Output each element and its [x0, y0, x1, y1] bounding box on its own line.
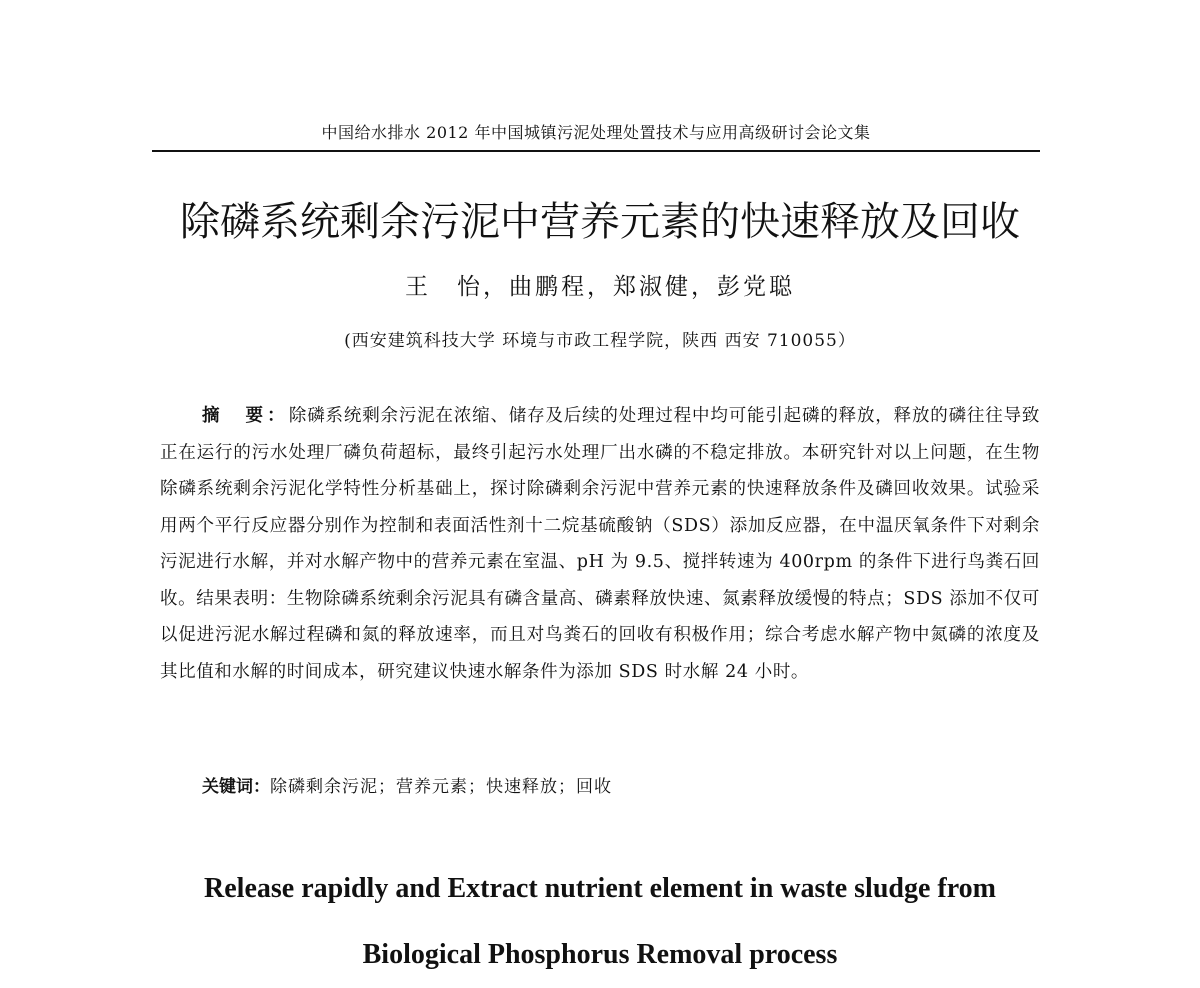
keywords-text: 除磷剩余污泥；营养元素；快速释放；回收: [270, 777, 612, 797]
chinese-title: 除磷系统剩余污泥中营养元素的快速释放及回收: [180, 199, 1020, 245]
english-title: [100, 856, 1100, 988]
author-list: 王 怡，曲鹏程，郑淑健，彭党聪: [405, 274, 795, 300]
english-title-line-1: Release rapidly and Extract nutrient element in waste sludge from: [204, 873, 996, 904]
english-title-line-2: Biological Phosphorus Removal process: [362, 939, 838, 970]
affiliation: (西安建筑科技大学 环境与市政工程学院，陕西 西安 710055）: [344, 331, 856, 351]
abstract-text: 除磷系统剩余污泥在浓缩、储存及后续的处理过程中均可能引起磷的释放，释放的磷往往导致正在运行的污水处理厂磷负荷超标，最终引起污水处理厂出水磷的不稳定排放。本研究针对以上问题，在生物除磷系统剩余污泥化学特性分析基础上，探讨除磷剩余污泥中营养元素的快速释放条件及磷回收效果。试验采用两个平行反应器分别作为控制和表面活性剂十二烷基硫酸钠（SDS）添加反应器，在中温厌氧条件下对剩余污泥进行水解，并对水解产物中的营养元素在室温、pH 为 9.5、搅拌转速为 400rpm 的条件下进行鸟粪石回收。结果表明：生物除磷系统剩余污泥具有磷含量高、磷素释放快速、氮素释放缓慢的特点；SDS 添加不仅可以促进污泥水解过程磷和氮的释放速率，而且对鸟粪石的回收有积极作用；综合考虑水解产物中氮磷的浓度及其比值和水解的时间成本，研究建议快速水解条件为添加 SDS 时水解 24 小时。: [160, 406, 1040, 682]
keywords-label: 关键词：: [202, 777, 270, 797]
header-divider: [152, 150, 1040, 152]
keywords: [202, 772, 1042, 797]
abstract: [160, 398, 1040, 690]
running-header: 中国给水排水 2012 年中国城镇污泥处理处置技术与应用高级研讨会论文集: [321, 123, 871, 142]
abstract-label: 摘 要：: [202, 406, 289, 426]
